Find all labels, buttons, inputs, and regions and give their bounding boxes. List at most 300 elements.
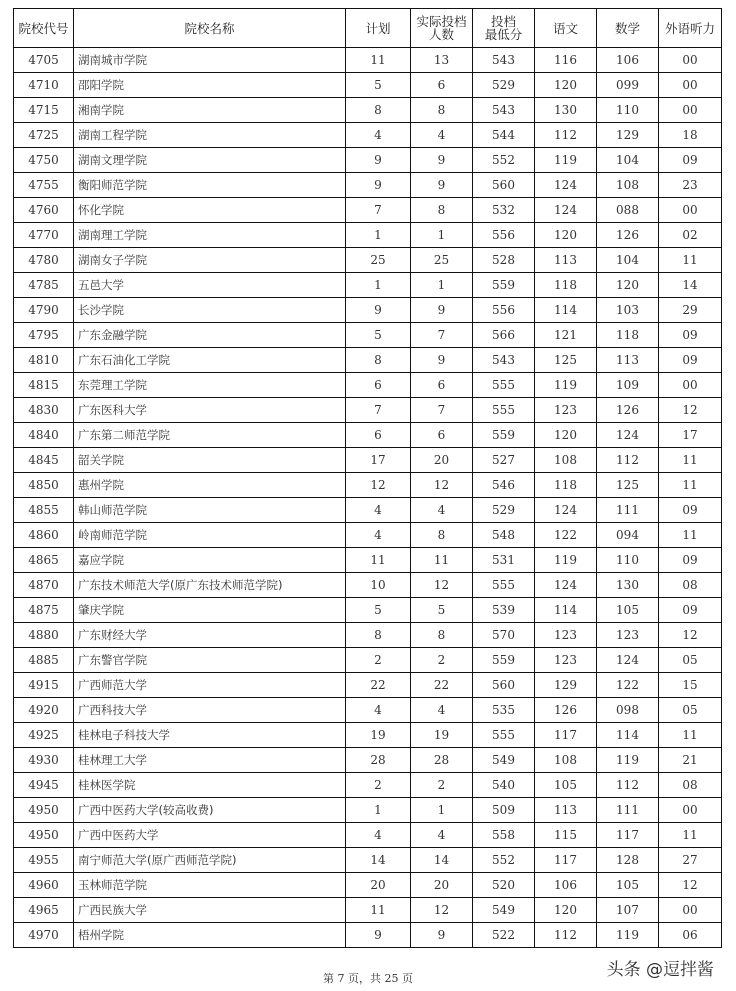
school-code: 4705 bbox=[14, 48, 74, 73]
min-score: 529 bbox=[473, 498, 535, 523]
min-score: 548 bbox=[473, 523, 535, 548]
chinese-score: 129 bbox=[535, 673, 597, 698]
plan: 7 bbox=[346, 198, 411, 223]
school-code: 4930 bbox=[14, 748, 74, 773]
actual-count: 19 bbox=[411, 723, 473, 748]
school-name: 广东医科大学 bbox=[74, 398, 346, 423]
min-score: 520 bbox=[473, 873, 535, 898]
listening-score: 29 bbox=[659, 298, 722, 323]
plan: 8 bbox=[346, 348, 411, 373]
table-row bbox=[14, 498, 722, 523]
school-name: 怀化学院 bbox=[74, 198, 346, 223]
school-code: 4725 bbox=[14, 123, 74, 148]
plan: 28 bbox=[346, 748, 411, 773]
school-code: 4880 bbox=[14, 623, 74, 648]
table-row bbox=[14, 623, 722, 648]
listening-score: 02 bbox=[659, 223, 722, 248]
school-code: 4970 bbox=[14, 923, 74, 948]
listening-score: 08 bbox=[659, 773, 722, 798]
table-row bbox=[14, 923, 722, 948]
school-code: 4965 bbox=[14, 898, 74, 923]
school-name: 广东警官学院 bbox=[74, 648, 346, 673]
math-score: 125 bbox=[597, 473, 659, 498]
min-score: 555 bbox=[473, 373, 535, 398]
plan: 11 bbox=[346, 548, 411, 573]
min-score: 556 bbox=[473, 298, 535, 323]
school-name: 湖南女子学院 bbox=[74, 248, 346, 273]
school-name: 广西师范大学 bbox=[74, 673, 346, 698]
school-code: 4885 bbox=[14, 648, 74, 673]
actual-count: 5 bbox=[411, 598, 473, 623]
chinese-score: 119 bbox=[535, 373, 597, 398]
school-name: 湖南城市学院 bbox=[74, 48, 346, 73]
listening-score: 11 bbox=[659, 723, 722, 748]
min-score: 560 bbox=[473, 673, 535, 698]
school-name: 衡阳师范学院 bbox=[74, 173, 346, 198]
school-code: 4925 bbox=[14, 723, 74, 748]
math-score: 088 bbox=[597, 198, 659, 223]
table-row bbox=[14, 123, 722, 148]
header-chinese: 语文 bbox=[535, 9, 597, 48]
actual-count: 25 bbox=[411, 248, 473, 273]
actual-count: 6 bbox=[411, 423, 473, 448]
table-row bbox=[14, 798, 722, 823]
school-code: 4780 bbox=[14, 248, 74, 273]
school-name: 惠州学院 bbox=[74, 473, 346, 498]
chinese-score: 113 bbox=[535, 248, 597, 273]
table-row bbox=[14, 898, 722, 923]
math-score: 114 bbox=[597, 723, 659, 748]
min-score: 543 bbox=[473, 348, 535, 373]
table-row bbox=[14, 648, 722, 673]
math-score: 123 bbox=[597, 623, 659, 648]
table-row bbox=[14, 573, 722, 598]
math-score: 098 bbox=[597, 698, 659, 723]
actual-count: 9 bbox=[411, 173, 473, 198]
min-score: 555 bbox=[473, 398, 535, 423]
school-name: 玉林师范学院 bbox=[74, 873, 346, 898]
school-name: 桂林电子科技大学 bbox=[74, 723, 346, 748]
chinese-score: 120 bbox=[535, 73, 597, 98]
math-score: 104 bbox=[597, 148, 659, 173]
math-score: 117 bbox=[597, 823, 659, 848]
school-code: 4760 bbox=[14, 198, 74, 223]
min-score: 531 bbox=[473, 548, 535, 573]
chinese-score: 123 bbox=[535, 648, 597, 673]
chinese-score: 106 bbox=[535, 873, 597, 898]
table-row bbox=[14, 673, 722, 698]
min-score: 560 bbox=[473, 173, 535, 198]
math-score: 119 bbox=[597, 748, 659, 773]
school-name: 韶关学院 bbox=[74, 448, 346, 473]
math-score: 128 bbox=[597, 848, 659, 873]
actual-count: 1 bbox=[411, 223, 473, 248]
table-row bbox=[14, 448, 722, 473]
listening-score: 00 bbox=[659, 898, 722, 923]
actual-count: 9 bbox=[411, 923, 473, 948]
school-name: 南宁师范大学(原广西师范学院) bbox=[74, 848, 346, 873]
table-row bbox=[14, 848, 722, 873]
chinese-score: 123 bbox=[535, 623, 597, 648]
school-name: 广西科技大学 bbox=[74, 698, 346, 723]
min-score: 532 bbox=[473, 198, 535, 223]
listening-score: 14 bbox=[659, 273, 722, 298]
math-score: 111 bbox=[597, 798, 659, 823]
actual-count: 7 bbox=[411, 398, 473, 423]
chinese-score: 114 bbox=[535, 298, 597, 323]
actual-count: 8 bbox=[411, 198, 473, 223]
table-row bbox=[14, 248, 722, 273]
chinese-score: 118 bbox=[535, 273, 597, 298]
school-name: 广西中医药大学 bbox=[74, 823, 346, 848]
actual-count: 8 bbox=[411, 523, 473, 548]
math-score: 099 bbox=[597, 73, 659, 98]
table-row bbox=[14, 398, 722, 423]
actual-count: 20 bbox=[411, 448, 473, 473]
chinese-score: 121 bbox=[535, 323, 597, 348]
actual-count: 1 bbox=[411, 273, 473, 298]
school-code: 4920 bbox=[14, 698, 74, 723]
admission-table bbox=[13, 8, 722, 948]
table-row bbox=[14, 223, 722, 248]
school-name: 广东石油化工学院 bbox=[74, 348, 346, 373]
table-row bbox=[14, 773, 722, 798]
actual-count: 8 bbox=[411, 98, 473, 123]
listening-score: 06 bbox=[659, 923, 722, 948]
chinese-score: 108 bbox=[535, 748, 597, 773]
math-score: 111 bbox=[597, 498, 659, 523]
actual-count: 2 bbox=[411, 648, 473, 673]
table-row bbox=[14, 273, 722, 298]
plan: 9 bbox=[346, 923, 411, 948]
math-score: 105 bbox=[597, 598, 659, 623]
listening-score: 11 bbox=[659, 523, 722, 548]
min-score: 527 bbox=[473, 448, 535, 473]
chinese-score: 119 bbox=[535, 548, 597, 573]
school-name: 湘南学院 bbox=[74, 98, 346, 123]
min-score: 555 bbox=[473, 723, 535, 748]
school-name: 嘉应学院 bbox=[74, 548, 346, 573]
math-score: 104 bbox=[597, 248, 659, 273]
actual-count: 12 bbox=[411, 573, 473, 598]
school-name: 东莞理工学院 bbox=[74, 373, 346, 398]
actual-count: 4 bbox=[411, 123, 473, 148]
listening-score: 00 bbox=[659, 73, 722, 98]
min-score: 528 bbox=[473, 248, 535, 273]
school-name: 湖南工程学院 bbox=[74, 123, 346, 148]
table-row bbox=[14, 298, 722, 323]
school-code: 4960 bbox=[14, 873, 74, 898]
min-score: 540 bbox=[473, 773, 535, 798]
header-min-score: 投档 最低分 bbox=[473, 9, 535, 48]
chinese-score: 130 bbox=[535, 98, 597, 123]
school-code: 4955 bbox=[14, 848, 74, 873]
actual-count: 1 bbox=[411, 798, 473, 823]
actual-count: 9 bbox=[411, 348, 473, 373]
school-name: 肇庆学院 bbox=[74, 598, 346, 623]
school-name: 韩山师范学院 bbox=[74, 498, 346, 523]
plan: 9 bbox=[346, 298, 411, 323]
math-score: 130 bbox=[597, 573, 659, 598]
table-row bbox=[14, 173, 722, 198]
school-code: 4785 bbox=[14, 273, 74, 298]
actual-count: 28 bbox=[411, 748, 473, 773]
min-score: 539 bbox=[473, 598, 535, 623]
listening-score: 09 bbox=[659, 598, 722, 623]
math-score: 106 bbox=[597, 48, 659, 73]
table-row bbox=[14, 148, 722, 173]
listening-score: 21 bbox=[659, 748, 722, 773]
plan: 10 bbox=[346, 573, 411, 598]
plan: 8 bbox=[346, 98, 411, 123]
plan: 1 bbox=[346, 273, 411, 298]
school-code: 4870 bbox=[14, 573, 74, 598]
table-row bbox=[14, 98, 722, 123]
school-name: 广东技术师范大学(原广东技术师范学院) bbox=[74, 573, 346, 598]
header-plan: 计划 bbox=[346, 9, 411, 48]
actual-count: 20 bbox=[411, 873, 473, 898]
math-score: 110 bbox=[597, 548, 659, 573]
chinese-score: 117 bbox=[535, 848, 597, 873]
math-score: 112 bbox=[597, 448, 659, 473]
min-score: 555 bbox=[473, 573, 535, 598]
min-score: 552 bbox=[473, 848, 535, 873]
school-code: 4865 bbox=[14, 548, 74, 573]
chinese-score: 124 bbox=[535, 573, 597, 598]
chinese-score: 116 bbox=[535, 48, 597, 73]
school-name: 广西民族大学 bbox=[74, 898, 346, 923]
table-row bbox=[14, 873, 722, 898]
chinese-score: 119 bbox=[535, 148, 597, 173]
plan: 4 bbox=[346, 123, 411, 148]
math-score: 110 bbox=[597, 98, 659, 123]
listening-score: 11 bbox=[659, 448, 722, 473]
chinese-score: 120 bbox=[535, 423, 597, 448]
chinese-score: 113 bbox=[535, 798, 597, 823]
actual-count: 9 bbox=[411, 148, 473, 173]
math-score: 119 bbox=[597, 923, 659, 948]
school-name: 岭南师范学院 bbox=[74, 523, 346, 548]
listening-score: 11 bbox=[659, 823, 722, 848]
plan: 5 bbox=[346, 598, 411, 623]
school-name: 桂林医学院 bbox=[74, 773, 346, 798]
min-score: 549 bbox=[473, 898, 535, 923]
min-score: 559 bbox=[473, 648, 535, 673]
listening-score: 09 bbox=[659, 498, 722, 523]
school-code: 4950 bbox=[14, 798, 74, 823]
listening-score: 00 bbox=[659, 798, 722, 823]
plan: 7 bbox=[346, 398, 411, 423]
chinese-score: 117 bbox=[535, 723, 597, 748]
chinese-score: 120 bbox=[535, 223, 597, 248]
math-score: 113 bbox=[597, 348, 659, 373]
listening-score: 23 bbox=[659, 173, 722, 198]
listening-score: 09 bbox=[659, 323, 722, 348]
min-score: 559 bbox=[473, 273, 535, 298]
school-code: 4855 bbox=[14, 498, 74, 523]
school-name: 梧州学院 bbox=[74, 923, 346, 948]
plan: 4 bbox=[346, 498, 411, 523]
listening-score: 15 bbox=[659, 673, 722, 698]
school-name: 长沙学院 bbox=[74, 298, 346, 323]
math-score: 120 bbox=[597, 273, 659, 298]
school-name: 邵阳学院 bbox=[74, 73, 346, 98]
min-score: 549 bbox=[473, 748, 535, 773]
listening-score: 18 bbox=[659, 123, 722, 148]
actual-count: 8 bbox=[411, 623, 473, 648]
school-code: 4710 bbox=[14, 73, 74, 98]
min-score: 566 bbox=[473, 323, 535, 348]
table-row bbox=[14, 48, 722, 73]
school-code: 4840 bbox=[14, 423, 74, 448]
actual-count: 7 bbox=[411, 323, 473, 348]
table-row bbox=[14, 348, 722, 373]
school-name: 广东第二师范学院 bbox=[74, 423, 346, 448]
table-row bbox=[14, 73, 722, 98]
school-name: 桂林理工大学 bbox=[74, 748, 346, 773]
school-name: 湖南理工学院 bbox=[74, 223, 346, 248]
plan: 9 bbox=[346, 173, 411, 198]
school-name: 五邑大学 bbox=[74, 273, 346, 298]
brand-watermark: 头条 @逗拌酱 bbox=[606, 960, 714, 980]
plan: 6 bbox=[346, 373, 411, 398]
school-code: 4750 bbox=[14, 148, 74, 173]
header-row bbox=[14, 9, 722, 48]
math-score: 126 bbox=[597, 398, 659, 423]
school-code: 4795 bbox=[14, 323, 74, 348]
school-code: 4790 bbox=[14, 298, 74, 323]
plan: 6 bbox=[346, 423, 411, 448]
listening-score: 09 bbox=[659, 148, 722, 173]
table-row bbox=[14, 373, 722, 398]
chinese-score: 118 bbox=[535, 473, 597, 498]
table-row bbox=[14, 323, 722, 348]
listening-score: 00 bbox=[659, 98, 722, 123]
header-actual: 实际投档 人数 bbox=[411, 9, 473, 48]
actual-count: 4 bbox=[411, 698, 473, 723]
school-code: 4915 bbox=[14, 673, 74, 698]
plan: 5 bbox=[346, 323, 411, 348]
min-score: 544 bbox=[473, 123, 535, 148]
table-row bbox=[14, 198, 722, 223]
min-score: 558 bbox=[473, 823, 535, 848]
plan: 12 bbox=[346, 473, 411, 498]
plan: 1 bbox=[346, 798, 411, 823]
school-name: 湖南文理学院 bbox=[74, 148, 346, 173]
school-code: 4810 bbox=[14, 348, 74, 373]
plan: 1 bbox=[346, 223, 411, 248]
plan: 5 bbox=[346, 73, 411, 98]
math-score: 129 bbox=[597, 123, 659, 148]
math-score: 124 bbox=[597, 423, 659, 448]
plan: 22 bbox=[346, 673, 411, 698]
plan: 11 bbox=[346, 898, 411, 923]
plan: 14 bbox=[346, 848, 411, 873]
chinese-score: 126 bbox=[535, 698, 597, 723]
chinese-score: 123 bbox=[535, 398, 597, 423]
school-name: 广西中医药大学(较高收费) bbox=[74, 798, 346, 823]
header-name: 院校名称 bbox=[74, 9, 346, 48]
listening-score: 00 bbox=[659, 198, 722, 223]
chinese-score: 124 bbox=[535, 198, 597, 223]
school-code: 4875 bbox=[14, 598, 74, 623]
min-score: 529 bbox=[473, 73, 535, 98]
table-row bbox=[14, 473, 722, 498]
min-score: 559 bbox=[473, 423, 535, 448]
listening-score: 27 bbox=[659, 848, 722, 873]
math-score: 103 bbox=[597, 298, 659, 323]
table-row bbox=[14, 523, 722, 548]
header-code: 院校代号 bbox=[14, 9, 74, 48]
listening-score: 11 bbox=[659, 473, 722, 498]
chinese-score: 108 bbox=[535, 448, 597, 473]
actual-count: 6 bbox=[411, 373, 473, 398]
plan: 4 bbox=[346, 698, 411, 723]
actual-count: 9 bbox=[411, 298, 473, 323]
math-score: 094 bbox=[597, 523, 659, 548]
plan: 11 bbox=[346, 48, 411, 73]
math-score: 109 bbox=[597, 373, 659, 398]
school-code: 4845 bbox=[14, 448, 74, 473]
actual-count: 11 bbox=[411, 548, 473, 573]
school-code: 4860 bbox=[14, 523, 74, 548]
listening-score: 05 bbox=[659, 698, 722, 723]
listening-score: 12 bbox=[659, 873, 722, 898]
listening-score: 11 bbox=[659, 248, 722, 273]
school-code: 4815 bbox=[14, 373, 74, 398]
listening-score: 08 bbox=[659, 573, 722, 598]
plan: 25 bbox=[346, 248, 411, 273]
school-code: 4830 bbox=[14, 398, 74, 423]
plan: 19 bbox=[346, 723, 411, 748]
school-name: 广东财经大学 bbox=[74, 623, 346, 648]
min-score: 543 bbox=[473, 98, 535, 123]
plan: 8 bbox=[346, 623, 411, 648]
min-score: 509 bbox=[473, 798, 535, 823]
chinese-score: 125 bbox=[535, 348, 597, 373]
table-row bbox=[14, 748, 722, 773]
min-score: 535 bbox=[473, 698, 535, 723]
plan: 17 bbox=[346, 448, 411, 473]
math-score: 124 bbox=[597, 648, 659, 673]
plan: 4 bbox=[346, 823, 411, 848]
chinese-score: 124 bbox=[535, 173, 597, 198]
math-score: 126 bbox=[597, 223, 659, 248]
min-score: 546 bbox=[473, 473, 535, 498]
chinese-score: 122 bbox=[535, 523, 597, 548]
actual-count: 2 bbox=[411, 773, 473, 798]
actual-count: 4 bbox=[411, 498, 473, 523]
table-row bbox=[14, 823, 722, 848]
plan: 4 bbox=[346, 523, 411, 548]
chinese-score: 112 bbox=[535, 123, 597, 148]
table-row bbox=[14, 423, 722, 448]
school-code: 4950 bbox=[14, 823, 74, 848]
listening-score: 05 bbox=[659, 648, 722, 673]
school-code: 4850 bbox=[14, 473, 74, 498]
header-math: 数学 bbox=[597, 9, 659, 48]
math-score: 112 bbox=[597, 773, 659, 798]
actual-count: 12 bbox=[411, 473, 473, 498]
math-score: 122 bbox=[597, 673, 659, 698]
table-row bbox=[14, 723, 722, 748]
min-score: 543 bbox=[473, 48, 535, 73]
min-score: 552 bbox=[473, 148, 535, 173]
chinese-score: 120 bbox=[535, 898, 597, 923]
actual-count: 22 bbox=[411, 673, 473, 698]
table-row bbox=[14, 698, 722, 723]
actual-count: 6 bbox=[411, 73, 473, 98]
